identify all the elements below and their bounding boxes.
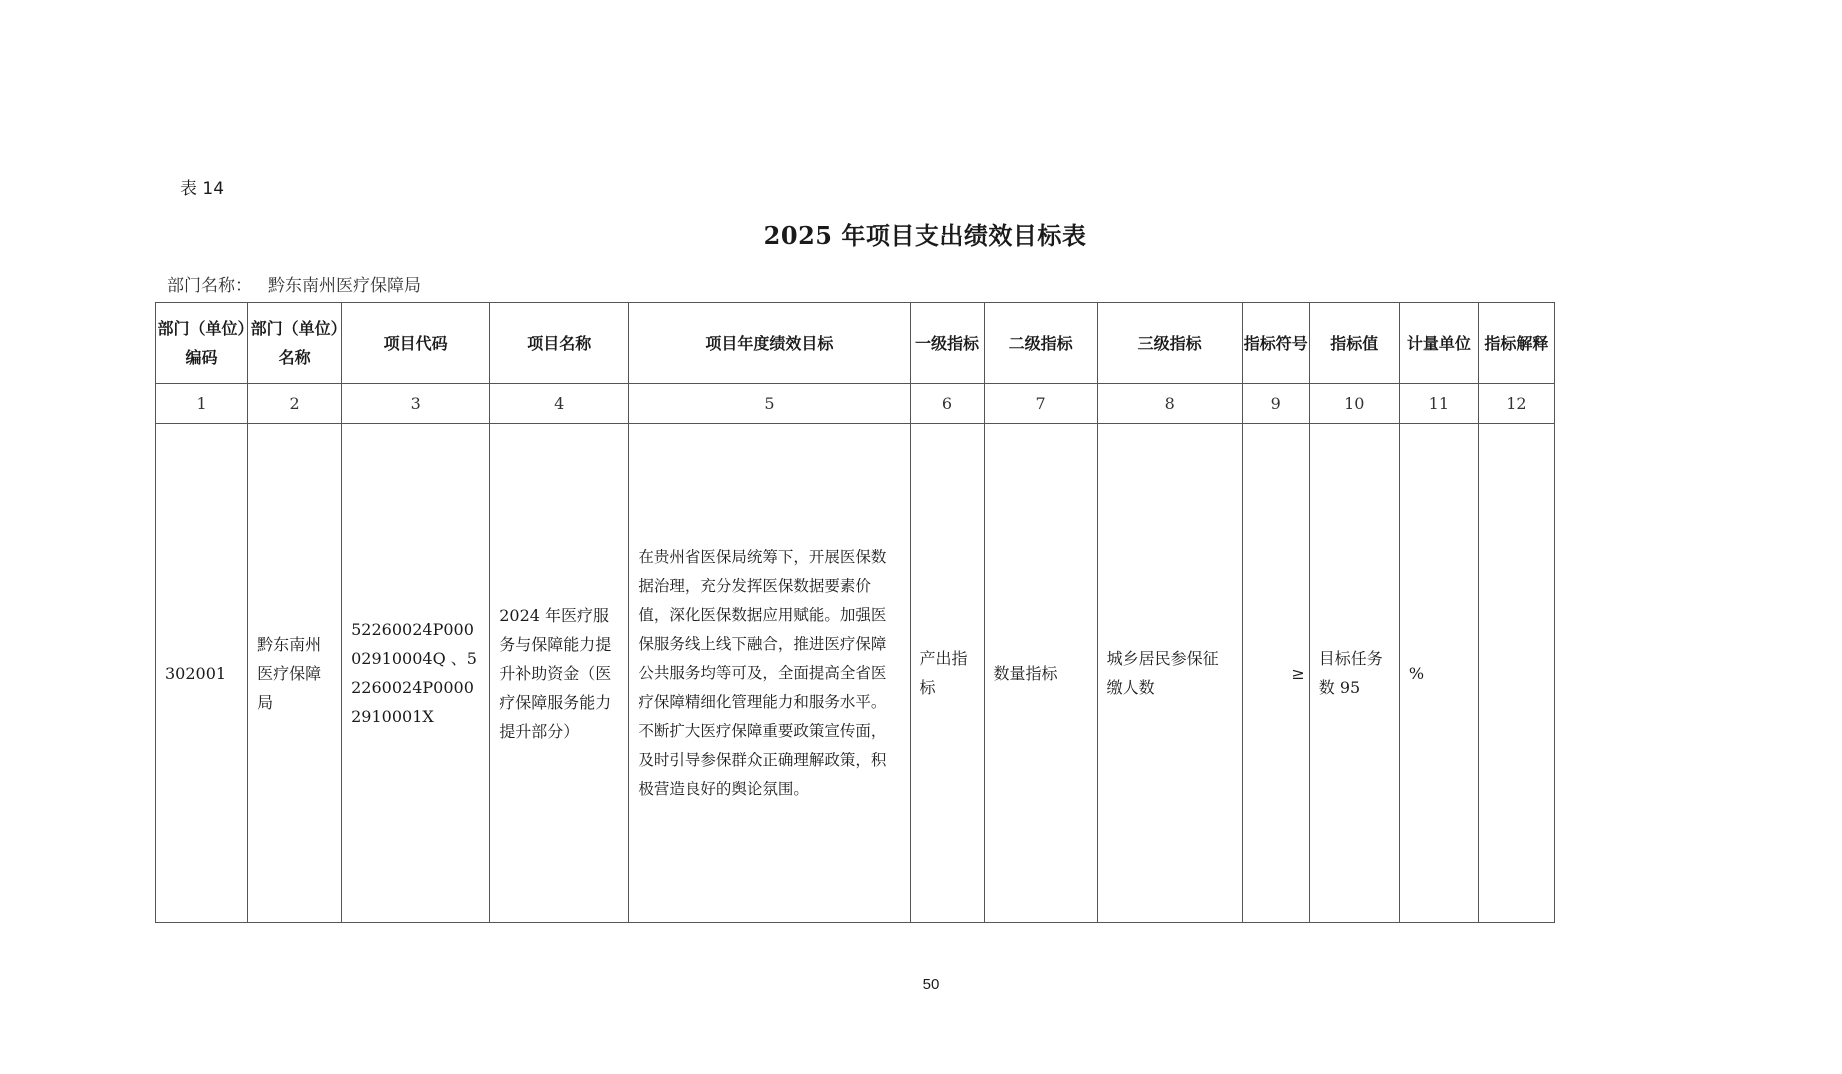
- page-number: 50: [922, 976, 940, 993]
- header-project-code: 项目代码: [342, 303, 490, 384]
- cell-dept-code: 302001: [156, 424, 248, 923]
- header-annual-goal: 项目年度绩效目标: [629, 303, 910, 384]
- column-number: 11: [1399, 384, 1478, 424]
- cell-symbol: ≥: [1242, 424, 1309, 923]
- cell-project-code: 52260024P00002910004Q 、52260024P00002910001X: [342, 424, 490, 923]
- performance-target-table: [155, 302, 1555, 923]
- header-level3: 三级指标: [1097, 303, 1242, 384]
- header-unit: 计量单位: [1399, 303, 1478, 384]
- header-level1: 一级指标: [910, 303, 984, 384]
- cell-unit: %: [1399, 424, 1478, 923]
- department-line: [167, 271, 421, 296]
- cell-project-name: 2024 年医疗服务与保障能力提升补助资金（医疗保障服务能力提升部分）: [490, 424, 629, 923]
- cell-dept-name: 黔东南州医疗保障局: [248, 424, 342, 923]
- cell-level2: 数量指标: [984, 424, 1097, 923]
- table-row: [156, 424, 1555, 923]
- column-number: 5: [629, 384, 910, 424]
- column-number: 4: [490, 384, 629, 424]
- department-name: 黔东南州医疗保障局: [268, 276, 421, 296]
- page-title: 2025 年项目支出绩效目标表: [763, 221, 1087, 250]
- cell-level3: 城乡居民参保征缴人数: [1097, 424, 1242, 923]
- cell-value: 目标任务数 95: [1309, 424, 1399, 923]
- column-number: 1: [156, 384, 248, 424]
- cell-explanation: [1478, 424, 1554, 923]
- header-dept-code: 部门（单位）编码: [156, 303, 248, 384]
- column-number: 12: [1478, 384, 1554, 424]
- column-number: 2: [248, 384, 342, 424]
- header-row: [156, 303, 1555, 384]
- header-symbol: 指标符号: [1242, 303, 1309, 384]
- department-label: 部门名称：: [167, 276, 252, 296]
- cell-level1: 产出指标: [910, 424, 984, 923]
- column-number: 9: [1242, 384, 1309, 424]
- column-number: 3: [342, 384, 490, 424]
- header-value: 指标值: [1309, 303, 1399, 384]
- header-project-name: 项目名称: [490, 303, 629, 384]
- column-number: 6: [910, 384, 984, 424]
- column-number: 10: [1309, 384, 1399, 424]
- header-dept-name: 部门（单位）名称: [248, 303, 342, 384]
- column-number: 8: [1097, 384, 1242, 424]
- column-number-row: [156, 384, 1555, 424]
- cell-annual-goal: 在贵州省医保局统筹下，开展医保数据治理，充分发挥医保数据要素价值，深化医保数据应用赋能。加强医保服务线上线下融合，推进医疗保障公共服务均等可及，全面提高全省医疗保障精细化管理能力和服务水平。不断扩大医疗保障重要政策宣传面，及时引导参保群众正确理解政策，积极营造良好的舆论氛围。: [629, 424, 910, 923]
- column-number: 7: [984, 384, 1097, 424]
- header-level2: 二级指标: [984, 303, 1097, 384]
- header-explanation: 指标解释: [1478, 303, 1554, 384]
- table-label: 表 14: [180, 179, 225, 199]
